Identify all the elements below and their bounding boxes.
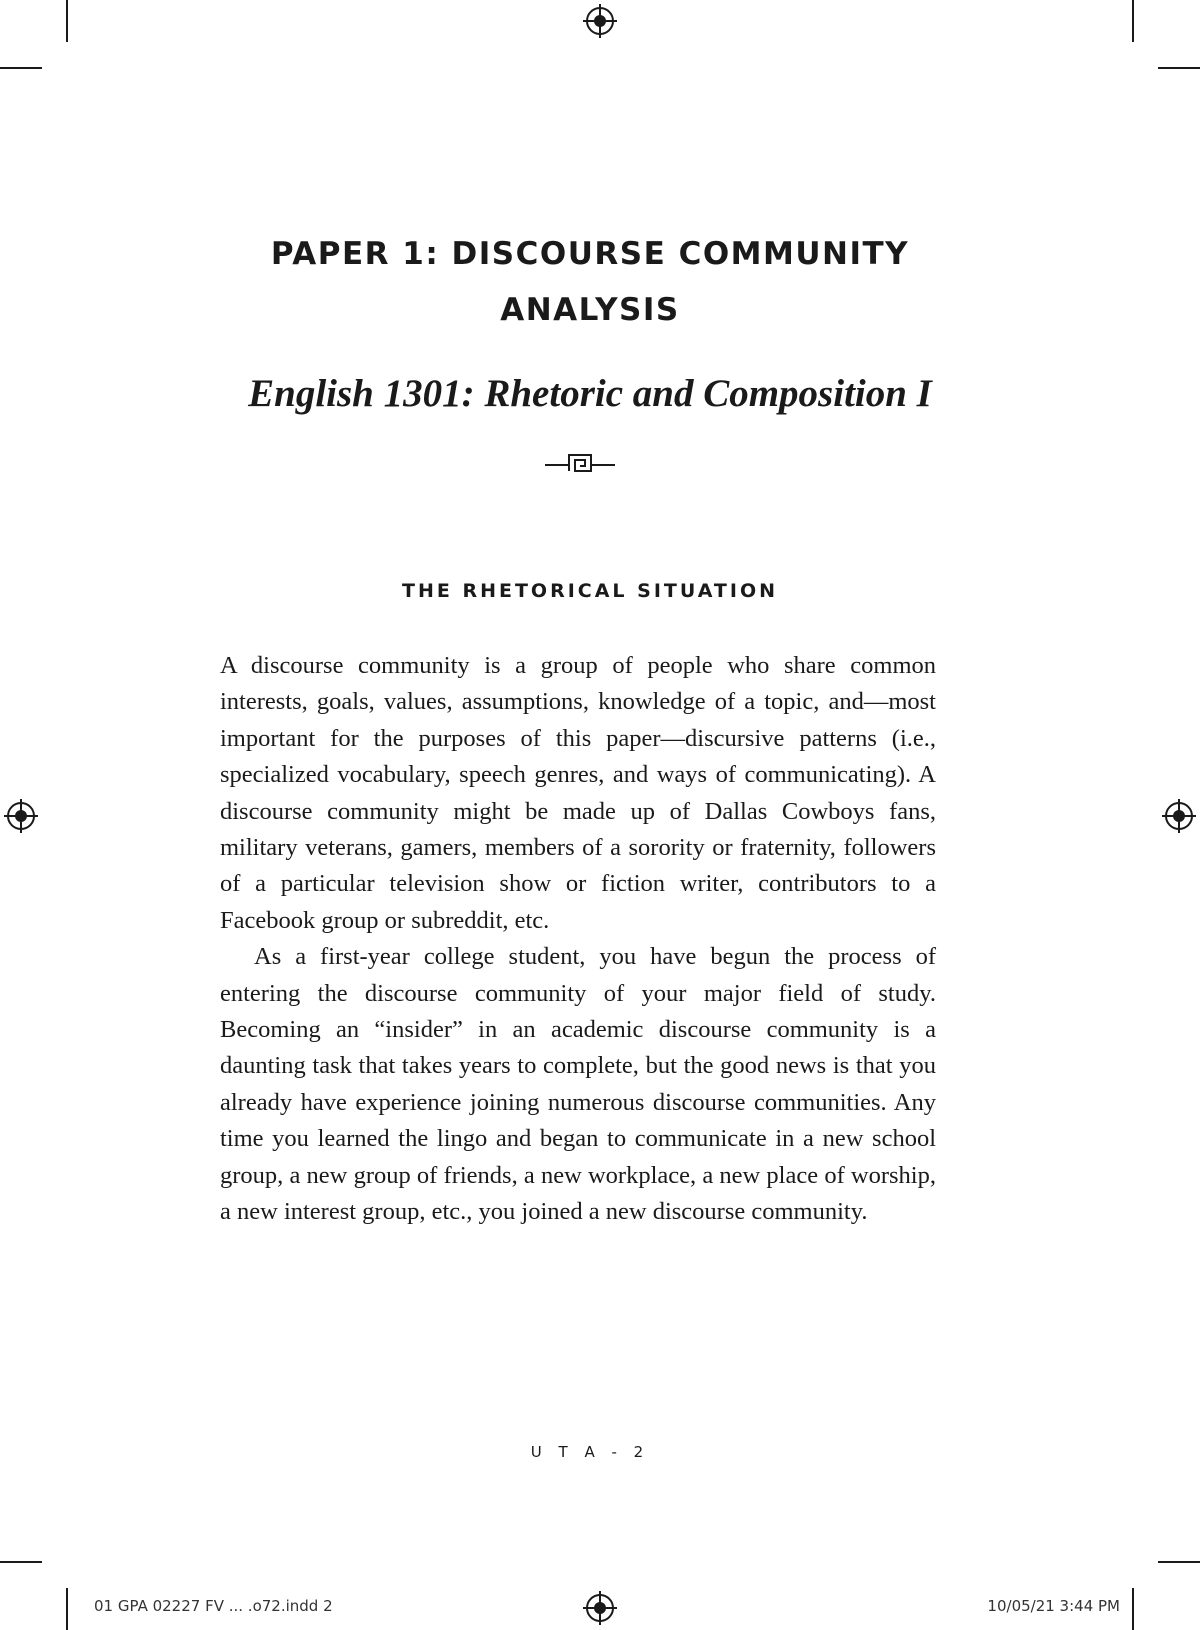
crop-mark-top-right-vertical — [1132, 0, 1134, 42]
body-text — [220, 648, 936, 1231]
registration-mark-bottom-icon — [582, 1590, 618, 1626]
crop-mark-top-right-horizontal — [1158, 67, 1200, 69]
crop-mark-bottom-left-vertical — [66, 1588, 68, 1630]
section-heading: THE RHETORICAL SITUATION — [401, 580, 779, 602]
crop-mark-bottom-left-horizontal — [0, 1561, 42, 1563]
page-folio: U T A - 2 — [530, 1443, 650, 1461]
crop-mark-bottom-right-vertical — [1132, 1588, 1134, 1630]
registration-mark-top-icon — [582, 3, 618, 39]
paragraph-2: As a first-year college student, you have begun the process of entering the discourse community of your major field of study. Becoming an “insider” in an academic discourse community is a daunting task that takes years to complete, but the good news is that you already have experience joining numerous discourse communities. Any time you learned the lingo and began to communicate in a new school group, a new group of friends, a new workplace, a new place of worship, a new interest group, etc., you joined a new discourse community. — [220, 943, 936, 1226]
crop-mark-top-left-vertical — [66, 0, 68, 42]
paragraph-1: A discourse community is a group of people who share common interests, goals, values, assumptions, knowledge of a topic, and—most important for the purposes of this paper—discursive patterns (i.e., specialized vocabulary, speech genres, and ways of communicating). A discourse community might be made up of Dallas Cowboys fans, military veterans, gamers, members of a sorority or fraternity, followers of a particular television show or fiction writer, contributors to a Facebook group or subreddit, etc. — [220, 652, 936, 934]
greek-key-ornament-icon — [545, 451, 615, 473]
registration-mark-right-icon — [1161, 798, 1197, 834]
slug-file-info: 01 GPA 02227 FV ... .o72.indd 2 — [94, 1597, 333, 1615]
registration-mark-left-icon — [3, 798, 39, 834]
crop-mark-bottom-right-horizontal — [1158, 1561, 1200, 1563]
slug-timestamp: 10/05/21 3:44 PM — [987, 1597, 1120, 1615]
crop-mark-top-left-horizontal — [0, 67, 42, 69]
page-title: PAPER 1: DISCOURSE COMMUNITY ANALYSIS — [270, 236, 910, 328]
course-subtitle: English 1301: Rhetoric and Composition I — [248, 372, 932, 415]
